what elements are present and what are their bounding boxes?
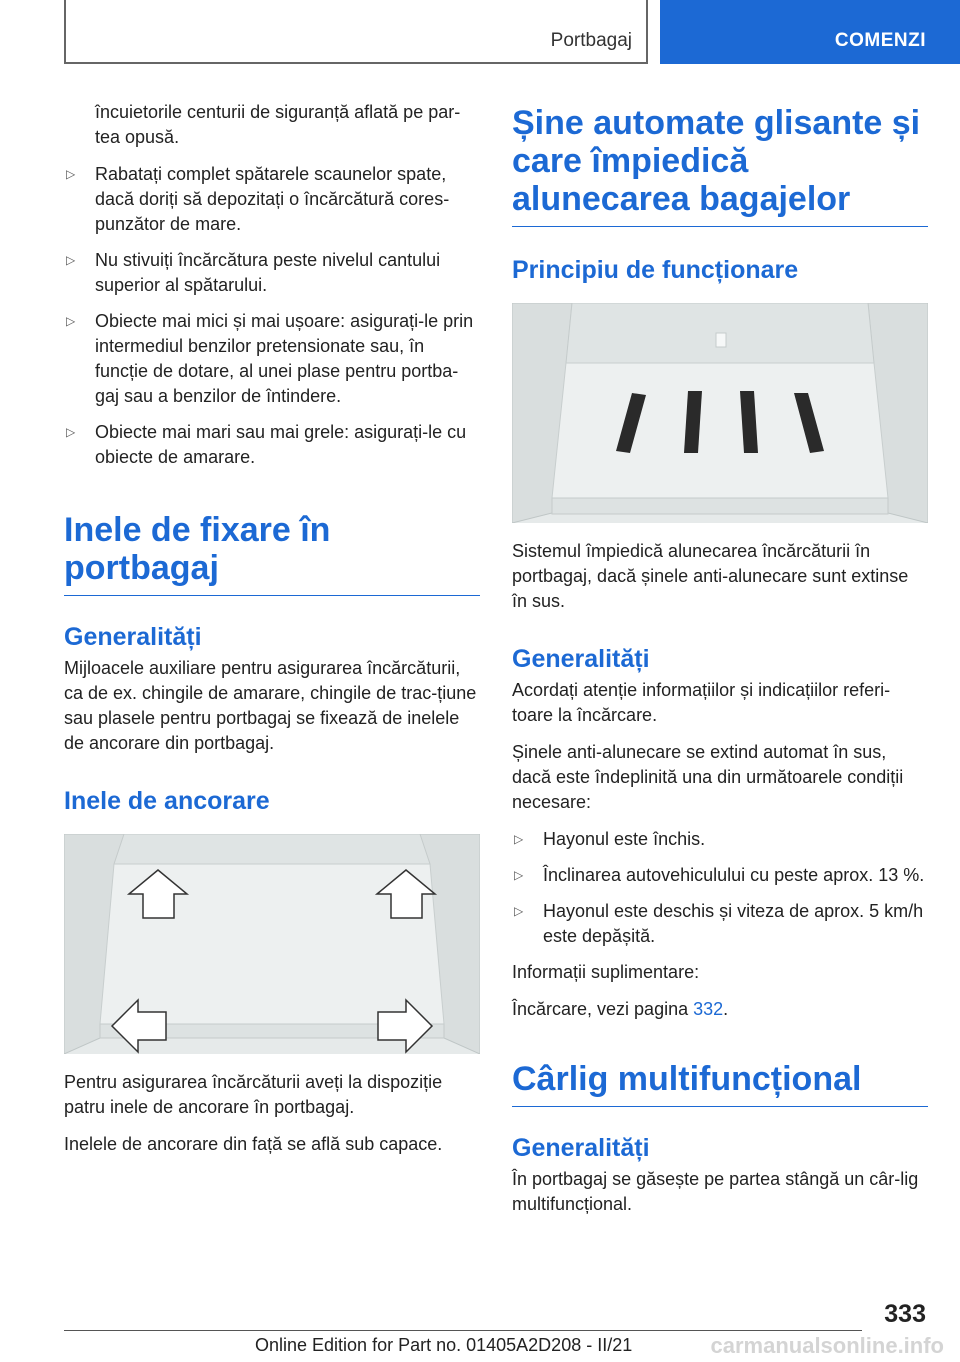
bullet-triangle-icon: ▷ bbox=[66, 253, 76, 267]
hook-text: În portbagaj se găsește pe partea stângă un câr‐lig multifuncțional. bbox=[512, 1169, 919, 1214]
list-item: ▷ Hayonul este deschis și viteza de aprox. 5 km/h este depășită. bbox=[514, 901, 924, 946]
list-item: ▷ Obiecte mai mari sau mai grele: asigurați-le cu obiecte de amarare. bbox=[66, 422, 467, 467]
rings-text-2: Inelele de ancorare din față se află sub capace. bbox=[64, 1134, 443, 1154]
page-number: 333 bbox=[884, 1300, 926, 1328]
principle-text: Sistemul împiedică alunecarea încărcăturii în portbagaj, dacă șinele anti-alunecare sunt extinse în sus. bbox=[512, 541, 909, 611]
header-section-title: Portbagaj bbox=[550, 30, 632, 51]
heading-general-right: Generalități bbox=[512, 645, 650, 673]
heading-multifunction-hook: Cârlig multifuncțional bbox=[512, 1060, 928, 1107]
list-item: ▷ Hayonul este închis. bbox=[512, 827, 928, 852]
heading-general-hook: Generalități bbox=[512, 1134, 650, 1162]
list-item: ▷ Obiecte mai mici și mai ușoare: asigurați-le prin intermediul benzilor pretensionate sau, în funcție de dotare, al unei plase pentru portba‐gaj sau a benzilor de întindere. bbox=[66, 311, 474, 406]
heading-anchor-rings: Inele de ancorare bbox=[64, 787, 270, 815]
header-chapter-tab[interactable] bbox=[660, 0, 960, 64]
trunk-anchor-rings-illustration bbox=[64, 834, 480, 1054]
heading-principle: Principiu de funcționare bbox=[512, 256, 799, 284]
trunk-rails-illustration bbox=[512, 303, 928, 523]
list-item: ▷ Nu stivuiți încărcătura peste nivelul cantului superior al spătarului. bbox=[66, 250, 441, 295]
figure-anchor-rings bbox=[64, 834, 480, 1054]
list-item: ▷ Înclinarea autovehiculului cu peste aprox. 13 %. bbox=[512, 863, 928, 888]
right-bullet-list bbox=[512, 827, 928, 949]
watermark: carmanualsonline.info bbox=[710, 1333, 944, 1358]
footer-edition: Online Edition for Part no. 01405A2D208 - II/21 bbox=[255, 1335, 633, 1355]
continued-bullet-text: încuietorile centurii de siguranță aflată pe par‐tea opusă. bbox=[95, 102, 461, 147]
heading-general-left: Generalități bbox=[64, 623, 202, 651]
bullet-triangle-icon: ▷ bbox=[514, 868, 524, 882]
left-bullet-list bbox=[64, 162, 480, 470]
bullet-triangle-icon: ▷ bbox=[66, 167, 76, 181]
heading-anti-slip-rails: Șine automate glisante și care împiedică alunecarea bagajelor bbox=[512, 104, 928, 227]
left-column bbox=[64, 100, 480, 1169]
footer-divider bbox=[64, 1330, 862, 1331]
page-reference-link[interactable]: 332 bbox=[693, 999, 724, 1019]
list-item: ▷ Rabatați complet spătarele scaunelor spate, dacă doriți să depozitați o încărcătură cores‐punzător de mare. bbox=[66, 164, 450, 234]
bullet-triangle-icon: ▷ bbox=[66, 425, 76, 439]
bullet-triangle-icon: ▷ bbox=[514, 904, 524, 918]
right-column bbox=[512, 104, 928, 1229]
bullet-triangle-icon: ▷ bbox=[514, 832, 524, 846]
header-chapter-title: COMENZI bbox=[834, 30, 926, 51]
figure-anti-slip-rails bbox=[512, 303, 928, 523]
bullet-triangle-icon: ▷ bbox=[66, 314, 76, 328]
general-text-left: Mijloacele auxiliare pentru asigurarea încărcăturii, ca de ex. chingile de amarare, chingile de trac‐țiune sau plasele pentru portbagaj se fixează de inelele de ancorare din portbagaj. bbox=[64, 658, 477, 753]
general-text-right-2: Șinele anti-alunecare se extind automat în sus, dacă este îndeplinită una din următoarele condiții necesare: bbox=[512, 742, 904, 812]
reference-text: Încărcare, vezi pagina 332. bbox=[512, 999, 729, 1019]
general-text-right-1: Acordați atenție informațiilor și indicațiilor referi‐toare la încărcare. bbox=[512, 680, 891, 725]
info-text: Informații suplimentare: bbox=[512, 962, 700, 982]
rings-text-1: Pentru asigurarea încărcăturii aveți la dispoziție patru inele de ancorare în portbagaj. bbox=[64, 1072, 443, 1117]
header-section-box bbox=[64, 0, 648, 64]
heading-tie-down-rings: Inele de fixare în portbagaj bbox=[64, 511, 480, 596]
